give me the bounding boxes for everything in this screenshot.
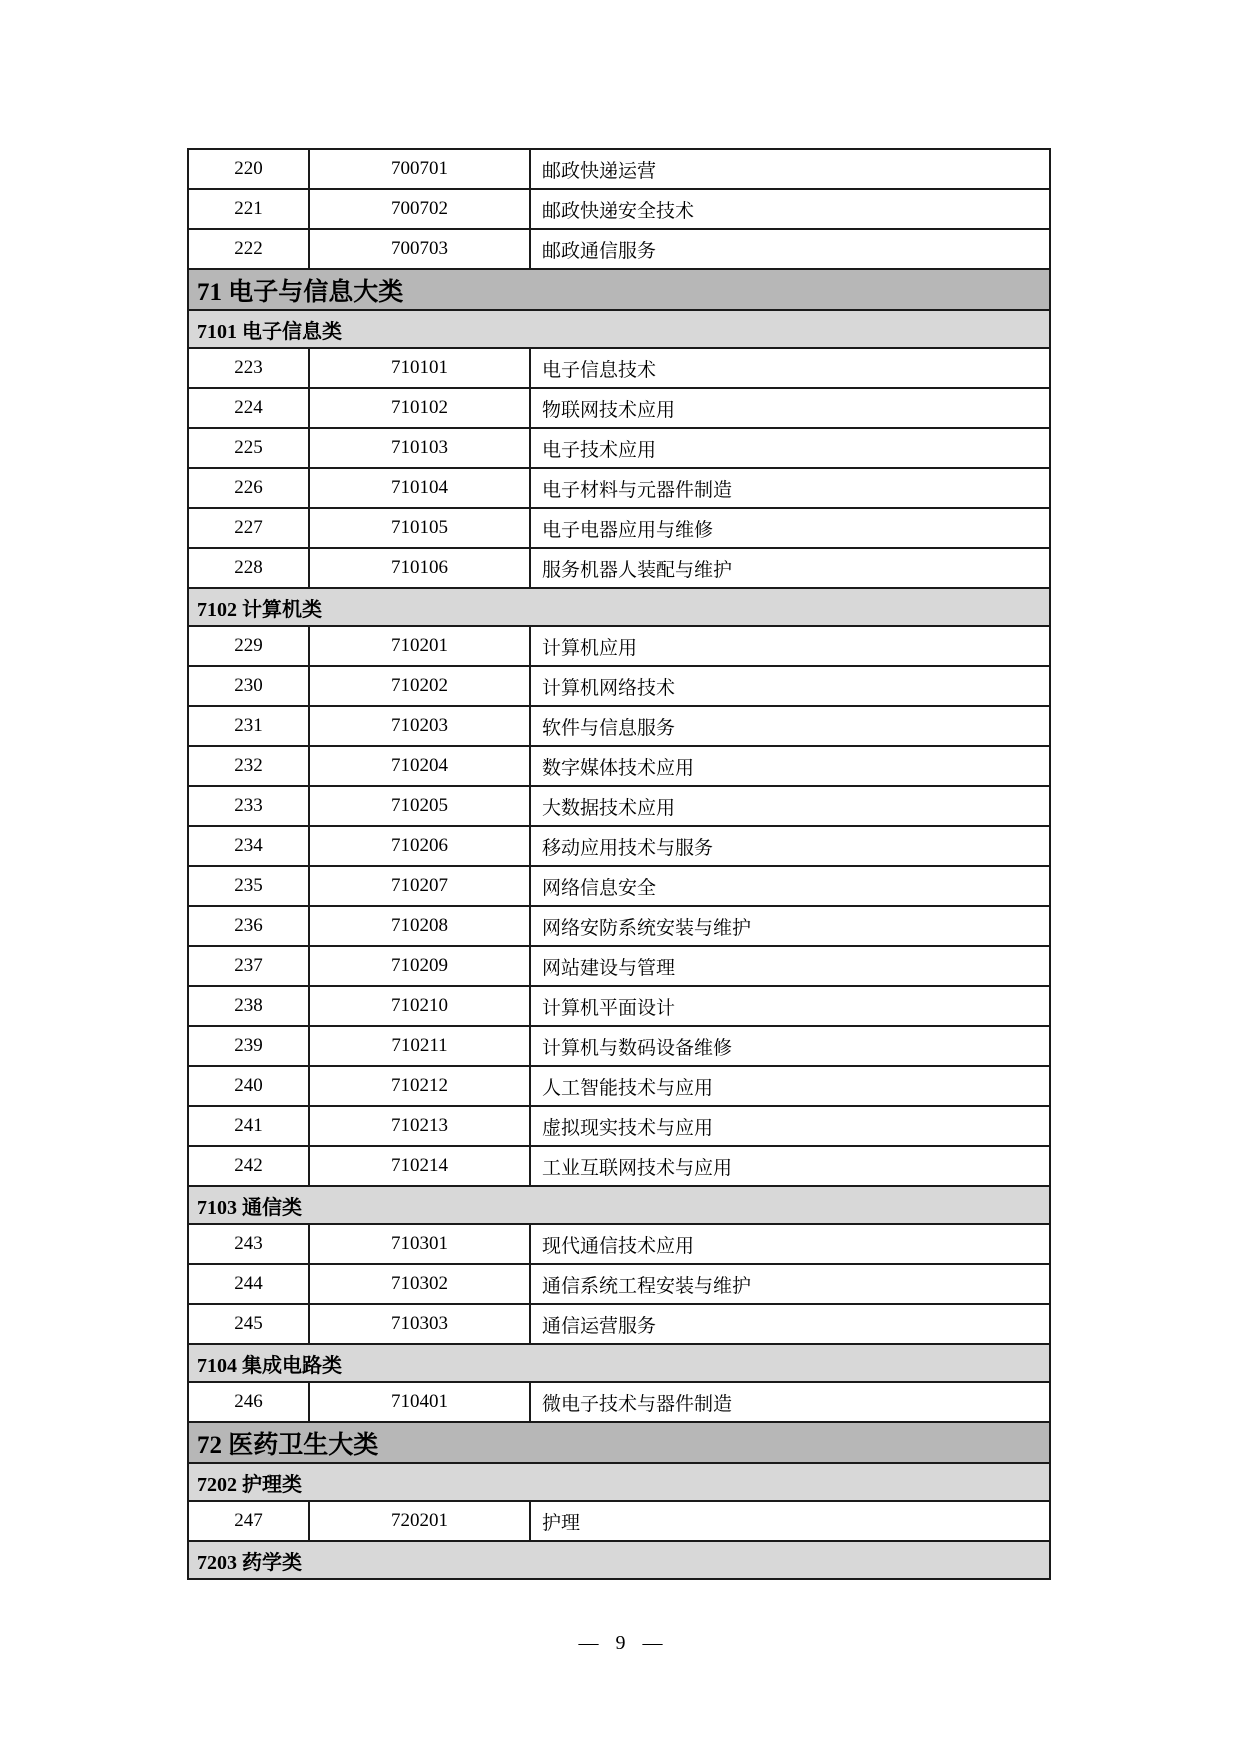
seq-cell: 236 xyxy=(188,906,309,946)
name-cell: 物联网技术应用 xyxy=(530,388,1050,428)
name-cell: 通信运营服务 xyxy=(530,1304,1050,1344)
subcategory-header-row xyxy=(188,310,1050,348)
name-cell: 计算机应用 xyxy=(530,626,1050,666)
name-cell: 邮政快递运营 xyxy=(530,149,1050,189)
seq-cell: 227 xyxy=(188,508,309,548)
code-cell: 710104 xyxy=(309,468,530,508)
code-cell: 710302 xyxy=(309,1264,530,1304)
table-row xyxy=(188,1224,1050,1264)
table-row xyxy=(188,1264,1050,1304)
subcategory-header-row xyxy=(188,588,1050,626)
code-cell: 700701 xyxy=(309,149,530,189)
major-code-table xyxy=(187,148,1051,1580)
seq-cell: 224 xyxy=(188,388,309,428)
table-row xyxy=(188,1146,1050,1186)
table-row xyxy=(188,906,1050,946)
code-cell: 710401 xyxy=(309,1382,530,1422)
table-row xyxy=(188,229,1050,269)
code-cell: 710213 xyxy=(309,1106,530,1146)
table-body xyxy=(188,149,1050,1579)
table-row xyxy=(188,786,1050,826)
table-row xyxy=(188,1026,1050,1066)
subcategory-header-row xyxy=(188,1541,1050,1579)
seq-cell: 237 xyxy=(188,946,309,986)
table-row xyxy=(188,666,1050,706)
table-row xyxy=(188,388,1050,428)
seq-cell: 222 xyxy=(188,229,309,269)
table-row xyxy=(188,1106,1050,1146)
seq-cell: 238 xyxy=(188,986,309,1026)
code-cell: 710212 xyxy=(309,1066,530,1106)
code-cell: 710102 xyxy=(309,388,530,428)
name-cell: 护理 xyxy=(530,1501,1050,1541)
seq-cell: 235 xyxy=(188,866,309,906)
seq-cell: 239 xyxy=(188,1026,309,1066)
code-cell: 710106 xyxy=(309,548,530,588)
table-row xyxy=(188,1382,1050,1422)
table-row xyxy=(188,706,1050,746)
seq-cell: 233 xyxy=(188,786,309,826)
name-cell: 服务机器人装配与维护 xyxy=(530,548,1050,588)
name-cell: 虚拟现实技术与应用 xyxy=(530,1106,1050,1146)
subcategory-header-row xyxy=(188,1186,1050,1224)
page-number: 9 xyxy=(615,1632,626,1654)
code-cell: 710201 xyxy=(309,626,530,666)
name-cell: 计算机与数码设备维修 xyxy=(530,1026,1050,1066)
seq-cell: 247 xyxy=(188,1501,309,1541)
code-cell: 710105 xyxy=(309,508,530,548)
name-cell: 网站建设与管理 xyxy=(530,946,1050,986)
name-cell: 现代通信技术应用 xyxy=(530,1224,1050,1264)
name-cell: 电子信息技术 xyxy=(530,348,1050,388)
table-row xyxy=(188,1501,1050,1541)
table-row xyxy=(188,626,1050,666)
code-cell: 710210 xyxy=(309,986,530,1026)
footer-dash-right: — xyxy=(642,1632,663,1654)
name-cell: 网络安防系统安装与维护 xyxy=(530,906,1050,946)
name-cell: 通信系统工程安装与维护 xyxy=(530,1264,1050,1304)
subcategory-header-label: 7104 集成电路类 xyxy=(188,1344,1050,1382)
table-row xyxy=(188,826,1050,866)
seq-cell: 242 xyxy=(188,1146,309,1186)
code-cell: 700702 xyxy=(309,189,530,229)
seq-cell: 226 xyxy=(188,468,309,508)
subcategory-header-row xyxy=(188,1463,1050,1501)
name-cell: 计算机平面设计 xyxy=(530,986,1050,1026)
name-cell: 大数据技术应用 xyxy=(530,786,1050,826)
table-row xyxy=(188,1066,1050,1106)
code-cell: 710301 xyxy=(309,1224,530,1264)
name-cell: 电子电器应用与维修 xyxy=(530,508,1050,548)
code-cell: 710209 xyxy=(309,946,530,986)
table-row xyxy=(188,548,1050,588)
seq-cell: 244 xyxy=(188,1264,309,1304)
table-row xyxy=(188,508,1050,548)
code-cell: 710203 xyxy=(309,706,530,746)
subcategory-header-label: 7203 药学类 xyxy=(188,1541,1050,1579)
seq-cell: 246 xyxy=(188,1382,309,1422)
code-cell: 710204 xyxy=(309,746,530,786)
name-cell: 邮政通信服务 xyxy=(530,229,1050,269)
code-cell: 710214 xyxy=(309,1146,530,1186)
subcategory-header-label: 7202 护理类 xyxy=(188,1463,1050,1501)
name-cell: 移动应用技术与服务 xyxy=(530,826,1050,866)
table-row xyxy=(188,986,1050,1026)
table-row xyxy=(188,946,1050,986)
name-cell: 电子技术应用 xyxy=(530,428,1050,468)
subcategory-header-row xyxy=(188,1344,1050,1382)
category-header-label: 72 医药卫生大类 xyxy=(188,1422,1050,1463)
seq-cell: 230 xyxy=(188,666,309,706)
table-row xyxy=(188,866,1050,906)
seq-cell: 225 xyxy=(188,428,309,468)
name-cell: 网络信息安全 xyxy=(530,866,1050,906)
category-header-row xyxy=(188,269,1050,310)
name-cell: 微电子技术与器件制造 xyxy=(530,1382,1050,1422)
code-cell: 710207 xyxy=(309,866,530,906)
name-cell: 人工智能技术与应用 xyxy=(530,1066,1050,1106)
table-row xyxy=(188,468,1050,508)
subcategory-header-label: 7101 电子信息类 xyxy=(188,310,1050,348)
seq-cell: 241 xyxy=(188,1106,309,1146)
table-row xyxy=(188,149,1050,189)
seq-cell: 220 xyxy=(188,149,309,189)
code-cell: 700703 xyxy=(309,229,530,269)
category-header-row xyxy=(188,1422,1050,1463)
seq-cell: 232 xyxy=(188,746,309,786)
seq-cell: 245 xyxy=(188,1304,309,1344)
footer-dash-left: — xyxy=(578,1632,599,1654)
code-cell: 710211 xyxy=(309,1026,530,1066)
name-cell: 工业互联网技术与应用 xyxy=(530,1146,1050,1186)
name-cell: 数字媒体技术应用 xyxy=(530,746,1050,786)
seq-cell: 234 xyxy=(188,826,309,866)
seq-cell: 223 xyxy=(188,348,309,388)
table-row xyxy=(188,746,1050,786)
code-cell: 710206 xyxy=(309,826,530,866)
table-row xyxy=(188,189,1050,229)
seq-cell: 231 xyxy=(188,706,309,746)
seq-cell: 243 xyxy=(188,1224,309,1264)
table-row xyxy=(188,348,1050,388)
name-cell: 电子材料与元器件制造 xyxy=(530,468,1050,508)
name-cell: 邮政快递安全技术 xyxy=(530,189,1050,229)
page-footer xyxy=(0,1632,1241,1655)
code-cell: 710205 xyxy=(309,786,530,826)
name-cell: 计算机网络技术 xyxy=(530,666,1050,706)
table-row xyxy=(188,1304,1050,1344)
subcategory-header-label: 7103 通信类 xyxy=(188,1186,1050,1224)
code-cell: 710101 xyxy=(309,348,530,388)
seq-cell: 240 xyxy=(188,1066,309,1106)
seq-cell: 221 xyxy=(188,189,309,229)
table-row xyxy=(188,428,1050,468)
code-cell: 720201 xyxy=(309,1501,530,1541)
code-cell: 710303 xyxy=(309,1304,530,1344)
name-cell: 软件与信息服务 xyxy=(530,706,1050,746)
code-cell: 710202 xyxy=(309,666,530,706)
seq-cell: 228 xyxy=(188,548,309,588)
subcategory-header-label: 7102 计算机类 xyxy=(188,588,1050,626)
category-header-label: 71 电子与信息大类 xyxy=(188,269,1050,310)
code-cell: 710208 xyxy=(309,906,530,946)
code-cell: 710103 xyxy=(309,428,530,468)
seq-cell: 229 xyxy=(188,626,309,666)
